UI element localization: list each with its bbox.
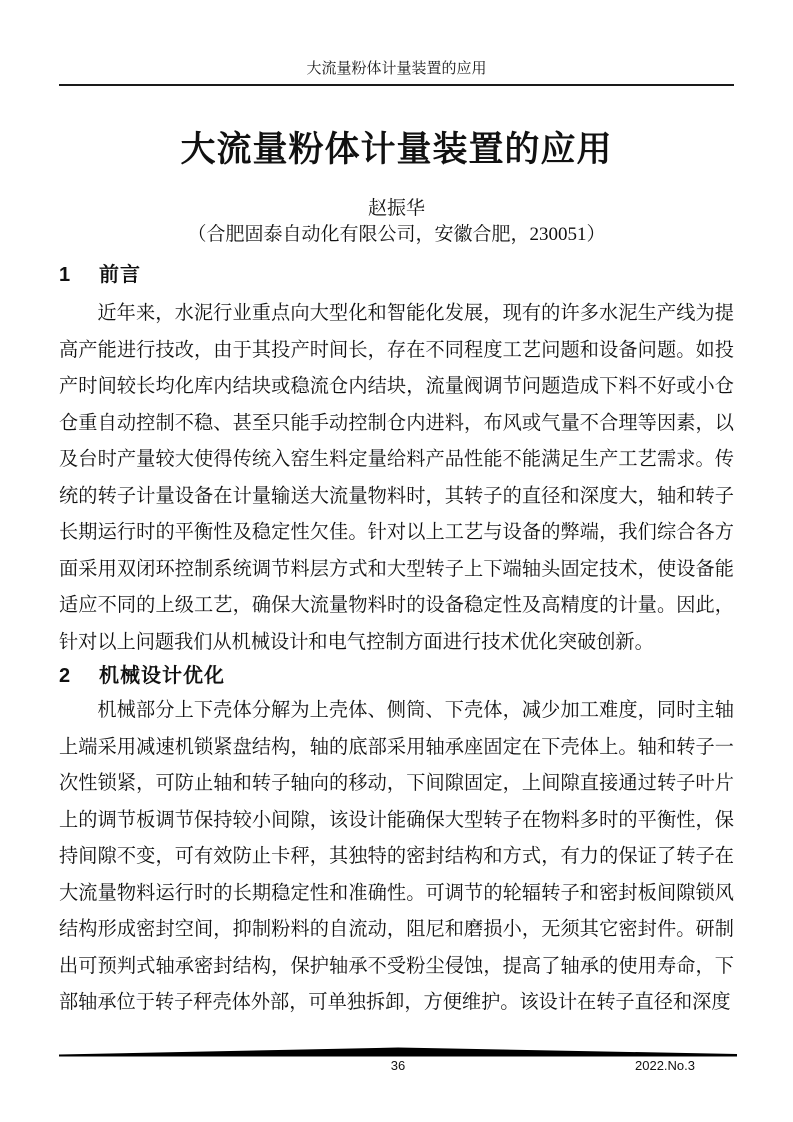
- article-body: [0, 262, 793, 1022]
- footer-row: [59, 1058, 737, 1074]
- section-number: 2: [59, 665, 71, 687]
- footer-decorative-bar: [59, 1047, 737, 1057]
- issue-label: 2022.No.3: [635, 1058, 695, 1073]
- section-title: 前言: [99, 264, 141, 286]
- section-title: 机械设计优化: [99, 665, 225, 687]
- author-affiliation: （合肥固泰自动化有限公司，安徽合肥，230051）: [187, 224, 606, 245]
- section-heading-foreword: [59, 262, 734, 289]
- article-title: 大流量粉体计量装置的应用: [180, 130, 613, 169]
- author-name: 赵振华: [367, 198, 425, 219]
- footer-bar-shape: [59, 1048, 737, 1057]
- running-header: [59, 0, 734, 86]
- section-number: 1: [59, 264, 71, 286]
- section-heading-mechanical-design: [59, 663, 734, 690]
- section-paragraph-foreword: 近年来，水泥行业重点向大型化和智能化发展，现有的许多水泥生产线为提高产能进行技改，由于其投产时间长，存在不同程度工艺问题和设备问题。如投产时间较长均化库内结块或稳流仓内结块，流量阀调节问题造成下料不好或小仓仓重自动控制不稳、甚至只能手动控制仓内进料，布风或气量不合理等因素，以及台时产量较大使得传统入窑生料定量给料产品性能不能满足生产工艺需求。传统的转子计量设备在计量输送大流量物料时，其转子的直径和深度大，轴和转子长期运行时的平衡性及稳定性欠佳。针对以上工艺与设备的弊端，我们综合各方面采用双闭环控制系统调节料层方式和大型转子上下端轴头固定技术，使设备能适应不同的上级工艺，确保大流量物料时的设备稳定性及高精度的计量。因此，针对以上问题我们从机械设计和电气控制方面进行技术优化突破创新。: [59, 303, 734, 653]
- running-header-title: 大流量粉体计量装置的应用: [306, 61, 487, 77]
- page-footer: [59, 1047, 737, 1074]
- page-number: 36: [390, 1058, 406, 1073]
- section-paragraph-mechanical-design: 机械部分上下壳体分解为上壳体、侧筒、下壳体，减少加工难度，同时主轴上端采用减速机锁紧盘结构，轴的底部采用轴承座固定在下壳体上。轴和转子一次性锁紧，可防止轴和转子轴向的移动，下间隙固定，上间隙直接通过转子叶片上的调节板调节保持较小间隙，该设计能确保大型转子在物料多时的平衡性，保持间隙不变，可有效防止卡秤，其独特的密封结构和方式，有力的保证了转子在大流量物料运行时的长期稳定性和准确性。可调节的轮辐转子和密封板间隙锁风结构形成密封空间，抑制粉料的自流动，阻尼和磨损小，无须其它密封件。研制出可预判式轴承密封结构，保护轴承不受粉尘侵蚀，提高了轴承的使用寿命，下部轴承位于转子秤壳体外部，可单独拆卸，方便维护。该设计在转子直径和深度: [59, 700, 734, 1013]
